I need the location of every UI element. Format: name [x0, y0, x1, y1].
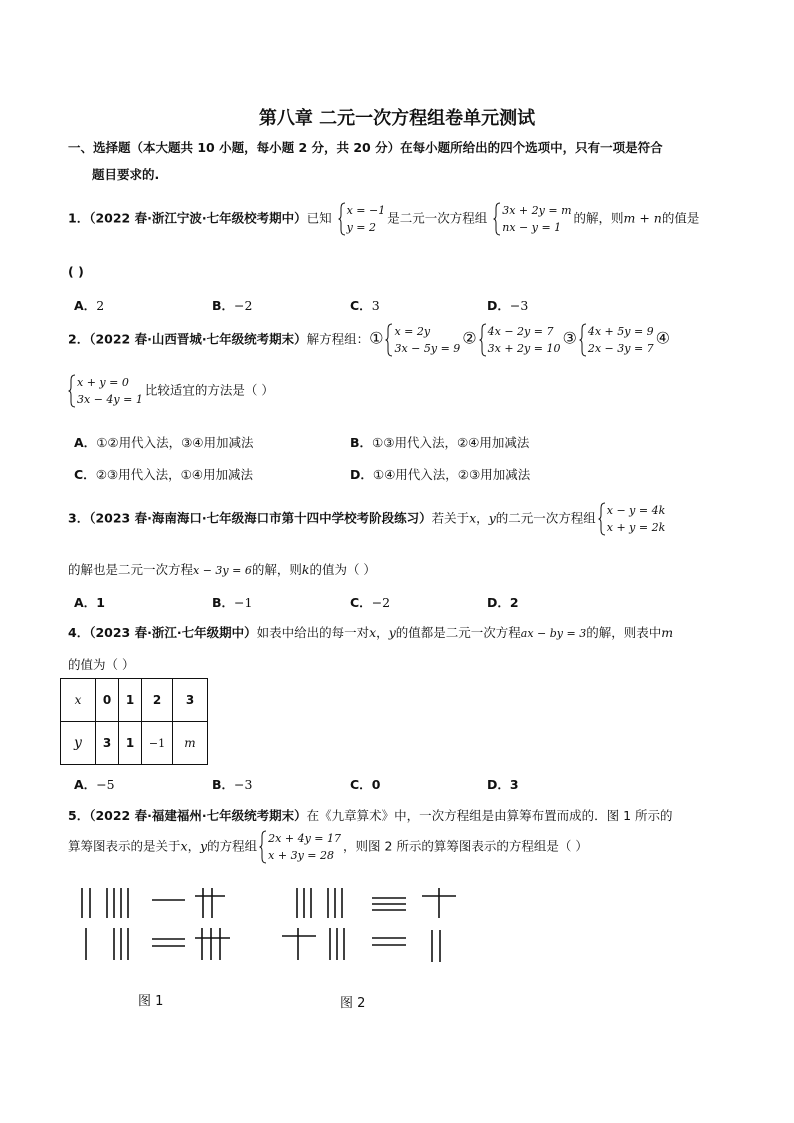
q1-option-a[interactable]: A．2 — [74, 298, 105, 313]
brace-icon — [68, 374, 76, 408]
q1-text-c: 的解，则 — [573, 210, 624, 226]
q5-text-b: 算筹图表示的是关于 — [68, 838, 181, 854]
counting-rod-figures — [60, 880, 480, 970]
q4-var-m: m — [661, 625, 674, 640]
q5-stem — [68, 806, 673, 824]
q5-text-c: 的方程组 — [207, 838, 258, 854]
q1-number: 1． — [68, 210, 90, 226]
q2-sys1-line2: 3x − 5y = 9 — [394, 342, 461, 355]
q3-text-c: 的解也是二元一次方程 — [68, 562, 194, 577]
q2-number: 2． — [68, 331, 90, 347]
q4-var-x: x — [369, 625, 377, 640]
q2-sys4-line1: x + y = 0 — [77, 376, 129, 389]
table-cell: m — [173, 722, 208, 765]
q3-equation: x − 3y = 6 — [193, 564, 252, 577]
q2-option-b[interactable]: B．①③用代入法，②④用加减法 — [350, 435, 530, 450]
q5-comma: ， — [187, 838, 201, 854]
q2-mark-3: ③ — [562, 328, 577, 348]
q2-source: （2022 春·山西晋城·七年级统考期末） — [89, 331, 307, 347]
figure-1-caption: 图 1 — [138, 994, 164, 1009]
table-cell: y — [61, 722, 96, 765]
q3-text-a: 若关于 — [431, 510, 470, 526]
q2-system-3 — [579, 323, 654, 357]
q3-number: 3． — [68, 510, 90, 526]
brace-icon — [598, 502, 606, 536]
q3-option-a[interactable]: A．1 — [74, 595, 105, 610]
q1-stem — [68, 202, 699, 236]
q4-option-b[interactable]: B．−3 — [212, 777, 253, 792]
table-cell: x — [61, 679, 96, 722]
q4-source: （2023 春·浙江·七年级期中） — [89, 625, 257, 640]
brace-icon — [338, 202, 346, 236]
q3-stem — [68, 502, 667, 536]
q3-var-x: x — [469, 510, 477, 526]
q3-system — [598, 502, 666, 536]
q4-text-a: 如表中给出的每一对 — [256, 625, 370, 640]
brace-icon — [579, 323, 587, 357]
q1-option-b[interactable]: B．−2 — [212, 298, 253, 313]
q2-sys3-line2: 2x − 3y = 7 — [587, 342, 654, 355]
q1-blank: ( ) — [68, 264, 84, 279]
q1-sys2-line2: nx − y = 1 — [502, 221, 562, 234]
q2-system-4 — [68, 374, 143, 408]
q1-sys1-line2: y = 2 — [346, 221, 377, 234]
q4-stem — [68, 623, 673, 641]
q4-comma: ， — [376, 625, 389, 640]
q4-option-c[interactable]: C．0 — [350, 777, 381, 792]
q2-system-1 — [385, 323, 460, 357]
q2-system-2 — [479, 323, 561, 357]
q4-option-d[interactable]: D．3 — [487, 777, 519, 792]
table-cell: −1 — [142, 722, 173, 765]
table-row — [61, 722, 208, 765]
brace-icon — [479, 323, 487, 357]
q1-source: （2022 春·浙江宁波·七年级校考期中） — [89, 210, 307, 226]
q1-option-d[interactable]: D．−3 — [487, 298, 529, 313]
q5-sys-line2: x + 3y = 28 — [268, 849, 335, 862]
q1-system-1 — [338, 202, 386, 236]
q1-sys2-line1: 3x + 2y = m — [502, 204, 572, 217]
q1-text-b: 是二元一次方程组 — [387, 210, 488, 226]
q5-source: （2022 春·福建福州·七年级统考期末） — [89, 808, 307, 823]
table-cell: 0 — [96, 679, 119, 722]
q3-sys-line1: x − y = 4k — [606, 504, 666, 517]
q1-expr: m + n — [623, 210, 662, 226]
q2-option-d[interactable]: D．①④用代入法，②③用加减法 — [350, 467, 531, 482]
q2-stem-cont — [68, 374, 274, 408]
fig1-row1 — [82, 888, 225, 918]
brace-icon — [385, 323, 393, 357]
q2-mark-4: ④ — [655, 328, 671, 348]
q3-sys-line2: x + y = 2k — [606, 521, 666, 534]
q2-sys1-line1: x = 2y — [394, 325, 431, 338]
q3-text-d: 的解，则 — [251, 562, 302, 577]
q2-text-b: 比较适宜的方法是（ ） — [144, 382, 274, 398]
q5-number: 5． — [68, 808, 90, 823]
q1-option-c[interactable]: C．3 — [350, 298, 380, 313]
q3-source: （2023 春·海南海口·七年级海口市第十四中学校考阶段练习） — [89, 510, 432, 526]
table-row — [61, 679, 208, 722]
q2-mark-1: ① — [369, 328, 384, 348]
q4-text-b: 的值都是二元一次方程 — [395, 625, 521, 640]
fig1-row2 — [86, 928, 230, 960]
q5-text-a: 在《九章算术》中，一次方程组是由算筹布置而成的．图 1 所示的 — [306, 808, 673, 823]
q3-option-b[interactable]: B．−1 — [212, 595, 253, 610]
q2-text-a: 解方程组： — [306, 331, 370, 347]
q5-system — [259, 830, 341, 864]
brace-icon — [493, 202, 501, 236]
q1-text-d: 的值是 — [661, 210, 700, 226]
q5-var-x: x — [180, 838, 188, 854]
q5-stem-cont — [68, 830, 588, 864]
table-cell: 3 — [96, 722, 119, 765]
q2-option-a[interactable]: A．①②用代入法，③④用加减法 — [74, 435, 254, 450]
q3-option-d[interactable]: D．2 — [487, 595, 519, 610]
q4-number: 4． — [68, 625, 90, 640]
table-cell: 1 — [119, 722, 142, 765]
q2-sys3-line1: 4x + 5y = 9 — [587, 325, 654, 338]
fig2-row1 — [297, 888, 456, 918]
q4-equation: ax − by = 3 — [520, 627, 587, 640]
q4-text-c: 的解，则表中 — [586, 625, 662, 640]
q2-stem — [68, 323, 670, 357]
table-cell: 3 — [173, 679, 208, 722]
page-title: 第八章 二元一次方程组卷单元测试 — [258, 108, 536, 129]
section-header-cont: 题目要求的. — [92, 167, 160, 182]
q2-sys2-line2: 3x + 2y = 10 — [487, 342, 561, 355]
q1-sys1-line1: x = −1 — [346, 204, 386, 217]
q2-sys4-line2: 3x − 4y = 1 — [77, 393, 143, 406]
brace-icon — [259, 830, 267, 864]
q3-text-b: 的二元一次方程组 — [495, 510, 596, 526]
q1-system-2 — [493, 202, 571, 236]
q3-var-k: k — [301, 562, 310, 577]
q2-option-c[interactable]: C．②③用代入法，①④用加减法 — [74, 467, 254, 482]
q5-text-d: ，则图 2 所示的算筹图表示的方程组是（ ） — [343, 838, 588, 854]
q1-text-a: 已知 — [306, 210, 332, 226]
table-cell: 1 — [119, 679, 142, 722]
q4-stem-cont: 的值为（ ） — [68, 657, 135, 672]
q4-var-y: y — [388, 625, 396, 640]
section-header: 一、选择题（本大题共 10 小题，每小题 2 分，共 20 分）在每小题所给出的四个选项中，只有一项是符合 — [68, 140, 663, 155]
q2-sys2-line1: 4x − 2y = 7 — [487, 325, 554, 338]
q2-mark-2: ② — [462, 328, 477, 348]
q3-comma: ， — [476, 510, 489, 526]
q4-value-table — [60, 678, 208, 765]
q3-text-e: 的值为（ ） — [309, 562, 376, 577]
figure-2-caption: 图 2 — [340, 996, 366, 1011]
fig2-row2 — [282, 928, 440, 962]
table-cell: 2 — [142, 679, 173, 722]
q3-var-y: y — [488, 510, 496, 526]
q3-stem-cont — [68, 560, 376, 578]
q4-option-a[interactable]: A．−5 — [74, 777, 115, 792]
q5-sys-line1: 2x + 4y = 17 — [268, 832, 342, 845]
q3-option-c[interactable]: C．−2 — [350, 595, 391, 610]
q5-var-y: y — [200, 838, 208, 854]
